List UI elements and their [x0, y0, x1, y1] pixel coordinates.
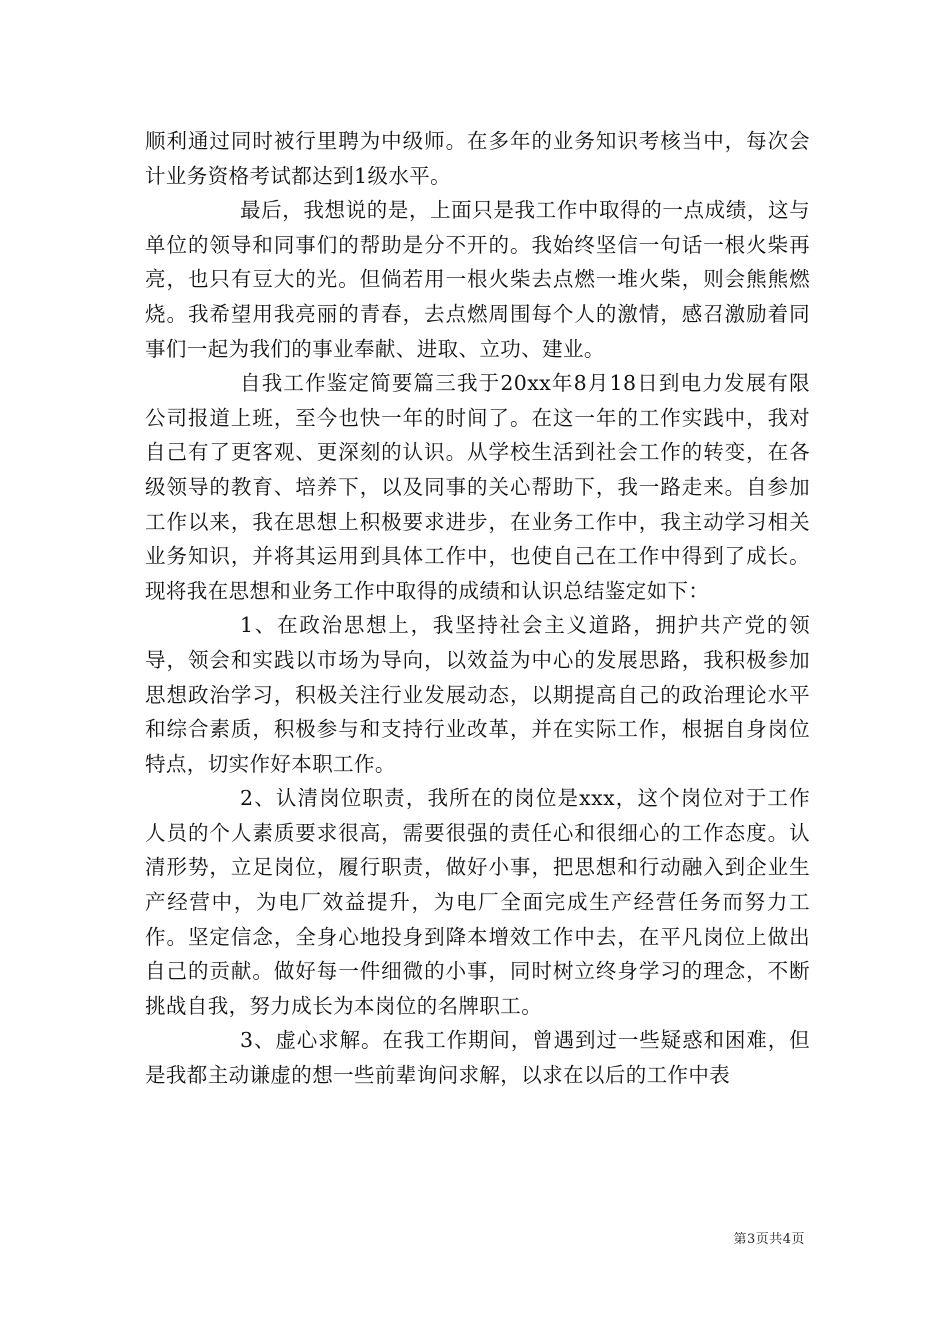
paragraph-point-2: 2、认清岗位职责，我所在的岗位是xxx，这个岗位对于工作人员的个人素质要求很高，需要很强的责任心和很细心的工作态度。认清形势，立足岗位，履行职责，做好小事，把思想和行动融入到企业生产经营中，为电厂效益提升，为电厂全面完成生产经营任务而努力工作。坚定信念，全身心地投身到降本增效工作中去，在平凡岗位上做出自己的贡献。做好每一件细微的小事，同时树立终身学习的理念，不断挑战自我，努力成长为本岗位的名牌职工。 — [145, 786, 810, 1018]
paragraph-part-three-intro: 自我工作鉴定简要篇三我于20xx年8月18日到电力发展有限公司报道上班，至今也快一年的时间了。在这一年的工作实践中，我对自己有了更客观、更深刻的认识。从学校生活到社会工作的转变，在各级领导的教育、培养下，以及同事的关心帮助下，我一路走来。自参加工作以来，我在思想上积极要求进步，在业务工作中，我主动学习相关业务知识，并将其运用到具体工作中，也使自己在工作中得到了成长。现将我在思想和业务工作中取得的成绩和认识总结鉴定如下： — [145, 371, 810, 603]
paragraph-point-1: 1、在政治思想上，我坚持社会主义道路，拥护共产党的领导，领会和实践以市场为导向，以效益为中心的发展思路，我积极参加思想政治学习，积极关注行业发展动态，以期提高自己的政治理论水平和综合素质，积极参与和支持行业改革，并在实际工作，根据自身岗位特点，切实作好本职工作。 — [145, 613, 810, 776]
paragraph-continuation: 顺利通过同时被行里聘为中级师。在多年的业务知识考核当中，每次会计业务资格考试都达到1级水平。 — [145, 129, 810, 188]
paragraph-point-3: 3、虚心求解。在我工作期间，曾遇到过一些疑惑和困难，但是我都主动谦虚的想一些前辈询问求解，以求在以后的工作中表 — [145, 1028, 810, 1088]
document-body — [145, 124, 810, 1093]
page-number-footer: 第3页共4页 — [733, 1232, 805, 1247]
paragraph-closing-remarks: 最后，我想说的是，上面只是我工作中取得的一点成绩，这与单位的领导和同事们的帮助是分不开的。我始终坚信一句话一根火柴再亮，也只有豆大的光。但倘若用一根火柴去点燃一堆火柴，则会熊熊燃烧。我希望用我亮丽的青春，去点燃周围每个人的激情，感召激励着同事们一起为我们的事业奉献、进取、立功、建业。 — [145, 198, 810, 361]
